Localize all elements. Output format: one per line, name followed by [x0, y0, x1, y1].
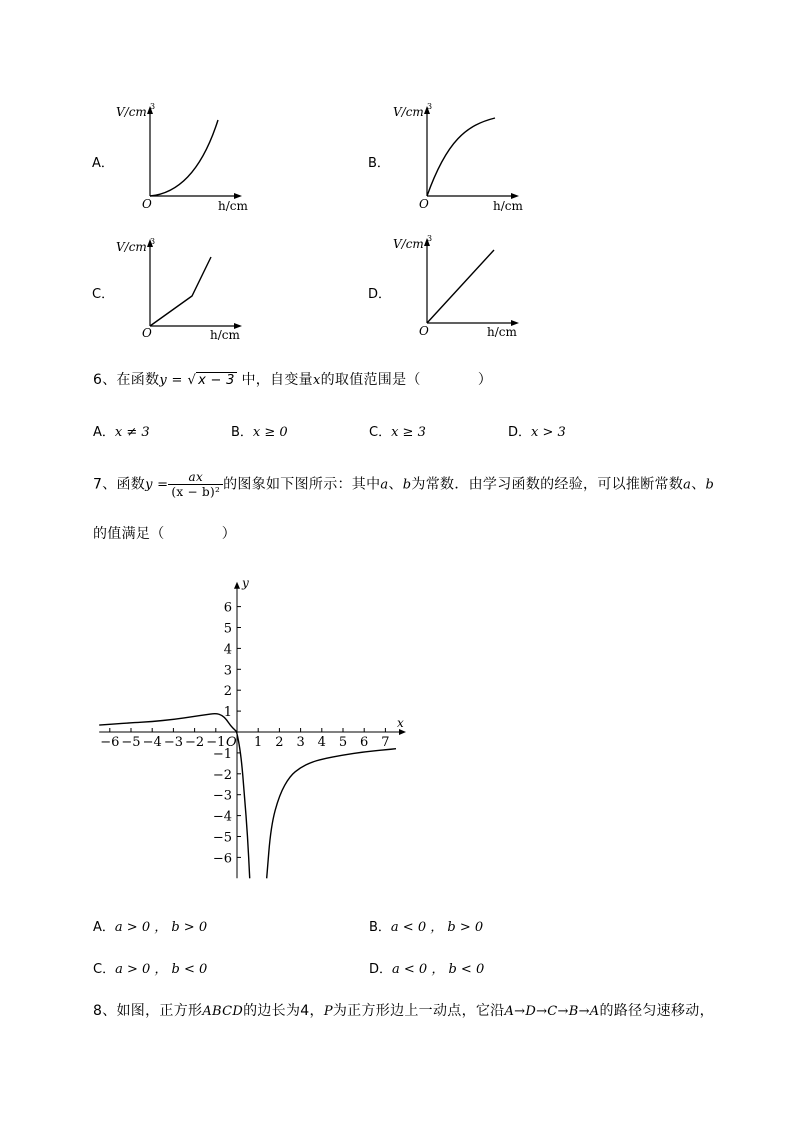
x-tick-label: −4 [142, 735, 162, 750]
q6-option-b[interactable]: B．x ≥ 0 [231, 425, 288, 440]
q7-option-b[interactable]: B．a < 0 ， b > 0 [369, 920, 484, 935]
graph-d-ysup: 3 [427, 234, 433, 243]
y-tick-label: −2 [212, 767, 232, 783]
graph-d-ylabel: V/cm [393, 237, 424, 251]
function-curve-branch-2 [267, 749, 396, 879]
graph-d [387, 230, 537, 342]
y-tick-label: −1 [212, 746, 232, 762]
x-tick-label: −2 [185, 735, 205, 750]
x-tick-label: 2 [275, 735, 284, 750]
graph-b-ylabel: V/cm [393, 105, 424, 119]
q6-option-c[interactable]: C．x ≥ 3 [369, 425, 426, 440]
graph-a-ylabel: V/cm [116, 105, 147, 119]
graph-a-ysup: 3 [150, 102, 156, 111]
y-tick-label: −4 [212, 809, 232, 825]
y-tick-label: 2 [223, 684, 232, 700]
y-tick-label: 1 [223, 705, 232, 721]
graph-d-origin: O [419, 324, 429, 338]
x-tick-label: −6 [100, 735, 120, 750]
y-tick-label: 3 [223, 663, 232, 679]
x-tick-label: −1 [206, 735, 226, 750]
y-tick-label: −3 [212, 788, 232, 804]
question-7: 7、函数y = $\frac{ax}{\text{(x − b)²}}$ 的图象如下图所示：其中a、b为常数．由学习函数的经验，可以推断常数a、b [93, 470, 715, 499]
graph-c-ylabel: V/cm [116, 240, 147, 254]
x-tick-label: 4 [317, 735, 326, 750]
x-tick-label: −5 [121, 735, 141, 750]
q7-option-a[interactable]: A．a > 0 ， b > 0 [93, 920, 208, 935]
q7-option-c[interactable]: C．a > 0 ， b < 0 [93, 962, 208, 977]
x-axis-label: x [397, 716, 404, 730]
y-tick-label: 4 [223, 642, 232, 658]
graph-c [110, 233, 260, 345]
q7-function-graph [85, 570, 410, 888]
question-7-line2: 的值满足（ ） [93, 526, 236, 542]
y-tick-label: 6 [223, 600, 232, 616]
q6-option-d[interactable]: D．x > 3 [508, 425, 566, 440]
graph-c-xlabel: h/cm [210, 328, 240, 342]
graph-b-origin: O [419, 197, 429, 211]
option-a-letter: A． [92, 156, 114, 171]
x-tick-label: −3 [163, 735, 183, 750]
q7-fraction: $\frac{ax}{\text{(x − b)²}}$ [168, 470, 223, 499]
x-tick-label: 6 [360, 735, 369, 750]
question-6: 6、在函数y = √ x − 3 中，自变量x的取值范围是（ ） [93, 372, 493, 388]
graph-a-origin: O [142, 197, 152, 211]
graph-c-ysup: 3 [150, 237, 156, 246]
option-c-letter: C． [92, 287, 115, 302]
x-tick-label: 3 [296, 735, 305, 750]
y-axis-arrow [234, 582, 240, 589]
graph-b-xlabel: h/cm [493, 199, 523, 213]
option-b-letter: B． [368, 156, 390, 171]
graph-c-origin: O [142, 326, 152, 340]
y-tick-label: −6 [212, 851, 232, 867]
q7-option-d[interactable]: D．a < 0 ， b < 0 [369, 962, 485, 977]
x-tick-label: 7 [381, 735, 390, 750]
graph-a-xlabel: h/cm [218, 199, 248, 213]
y-axis-label: y [242, 575, 249, 590]
question-8: 8、如图，正方形ABCD的边长为4，P为正方形边上一动点，它沿A→D→C→B→A的路径匀速移动， [93, 1003, 714, 1019]
graph-a [110, 100, 260, 215]
y-tick-label: −5 [212, 830, 232, 846]
option-d-letter: D． [368, 287, 392, 302]
graph-b-ysup: 3 [427, 102, 433, 111]
graph-d-xlabel: h/cm [487, 325, 517, 339]
q6-option-a[interactable]: A．x ≠ 3 [93, 425, 150, 440]
origin-label: O [226, 735, 237, 750]
y-tick-label: 5 [223, 621, 232, 637]
x-tick-label: 1 [254, 735, 263, 750]
x-tick-label: 5 [338, 735, 348, 750]
graph-b [387, 100, 537, 215]
